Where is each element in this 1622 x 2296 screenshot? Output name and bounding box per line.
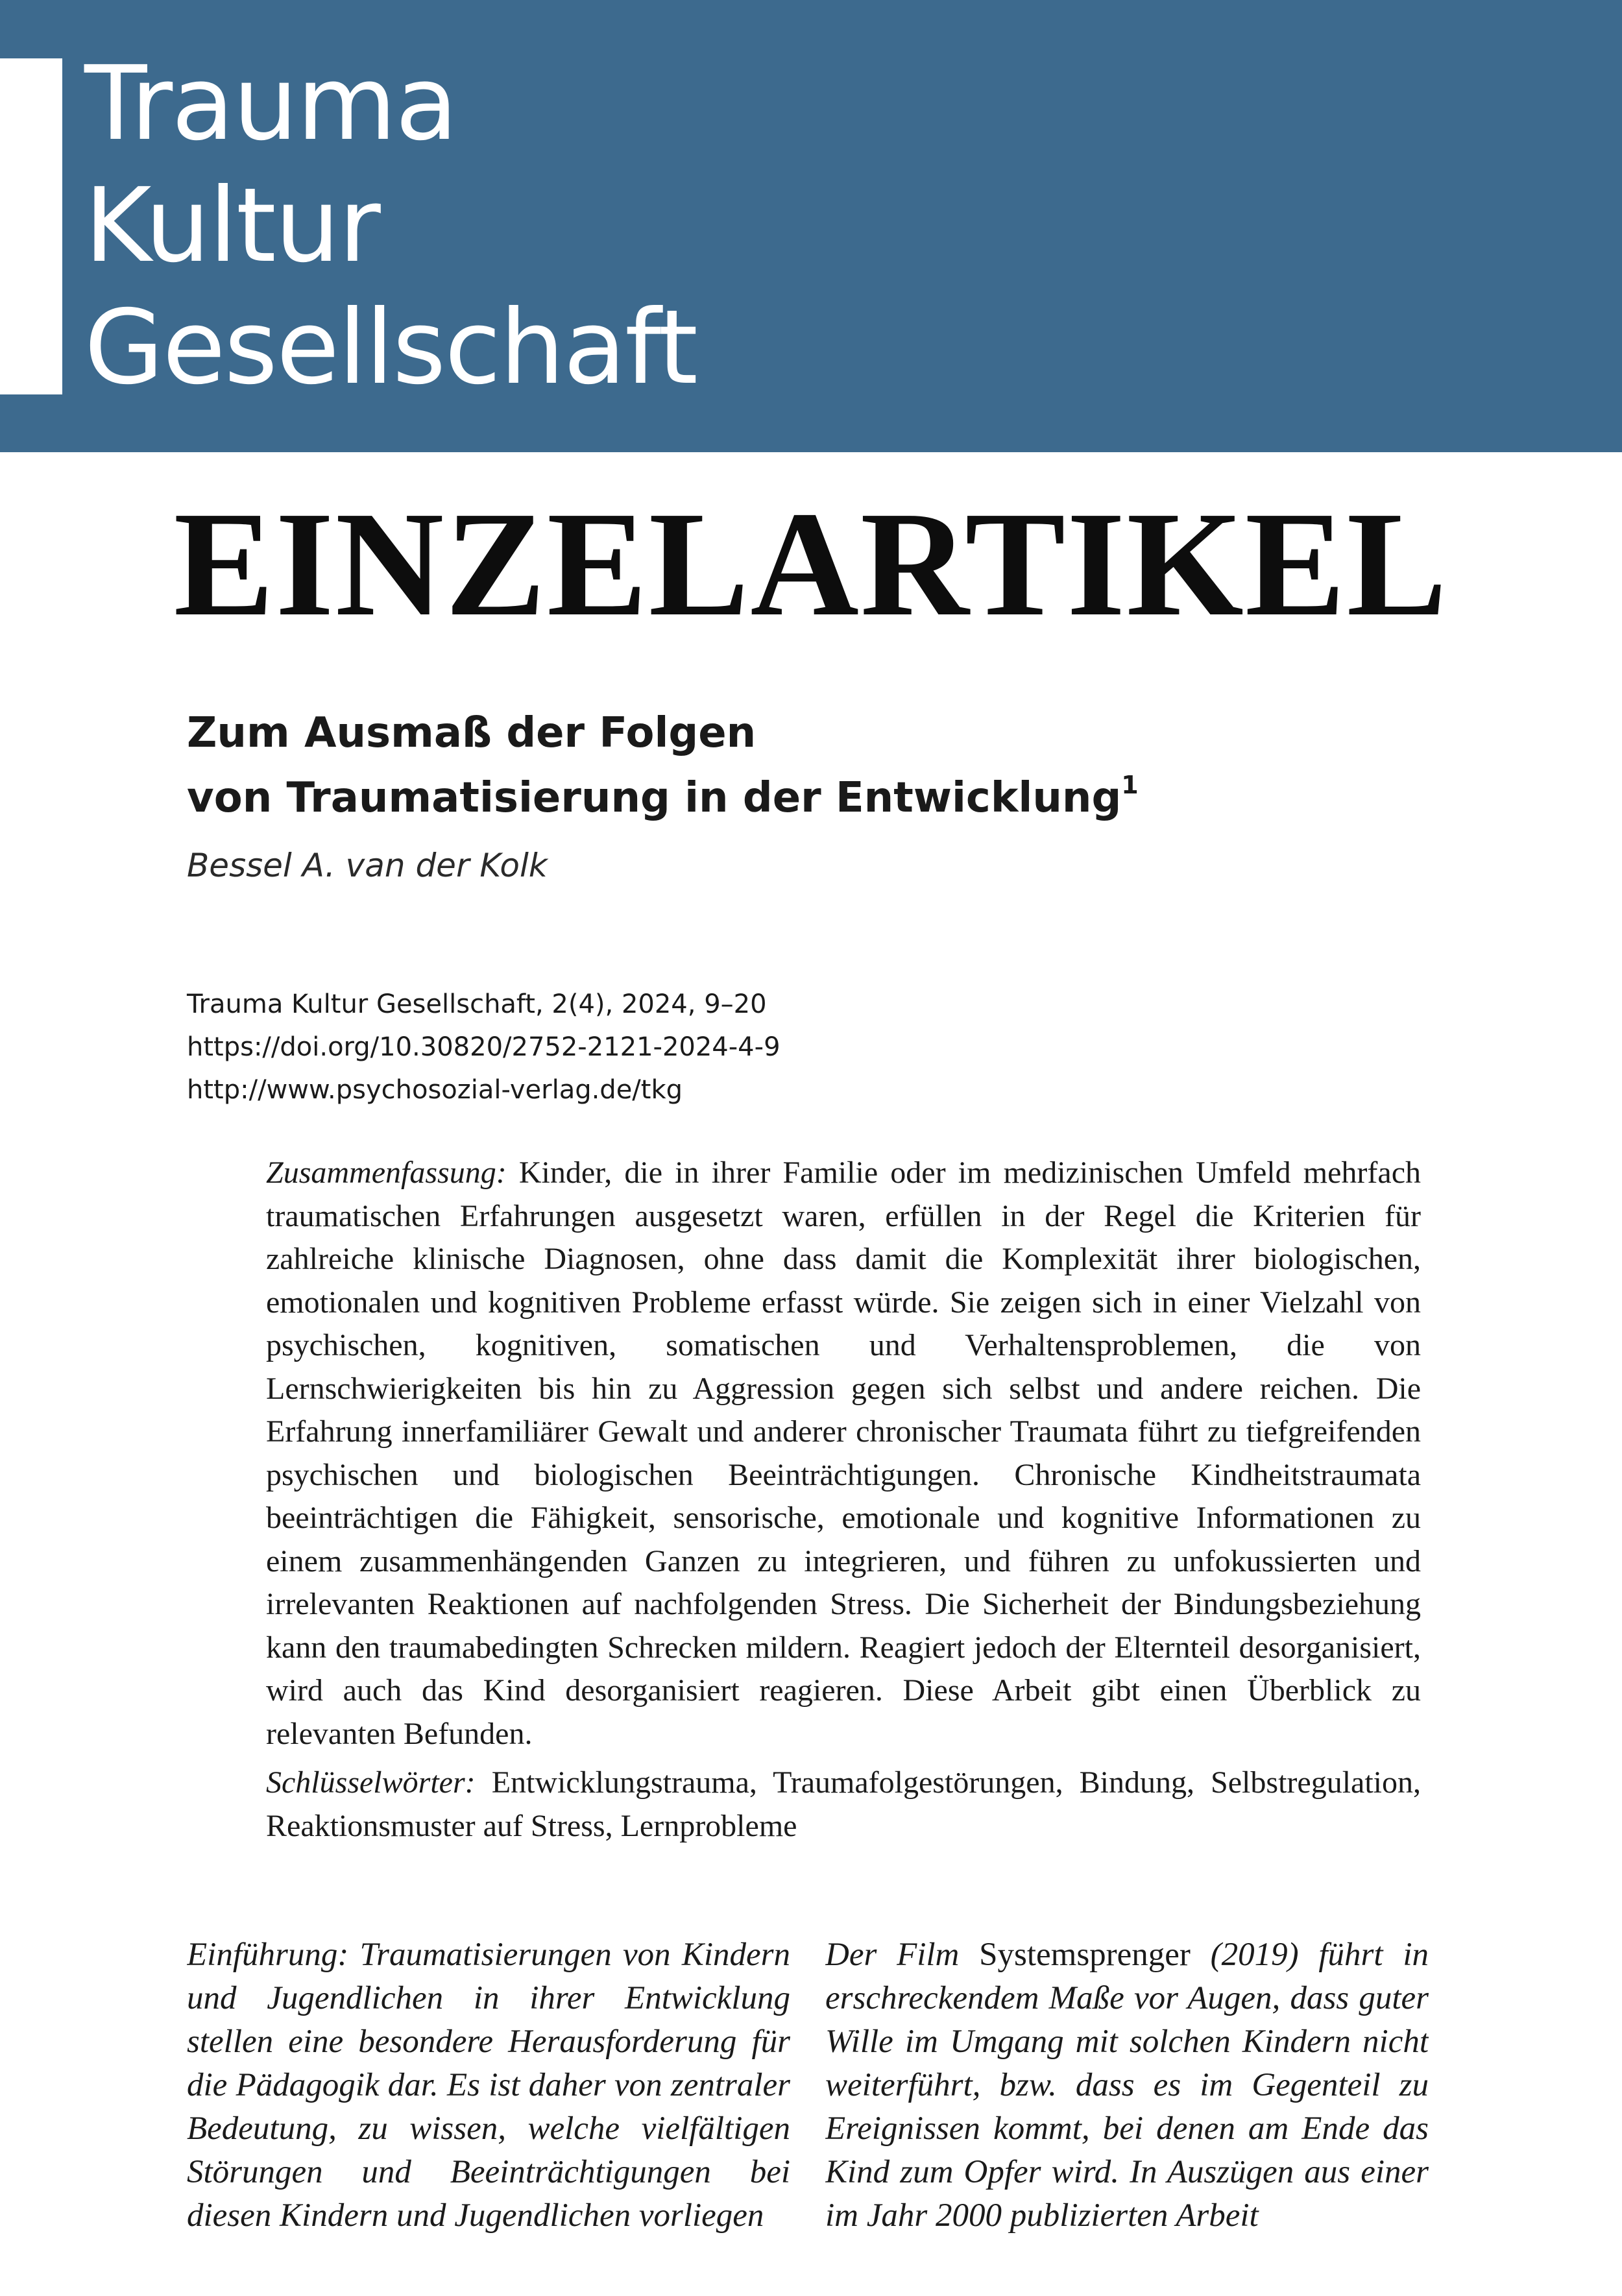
publisher-link[interactable]: http://www.psychosozial-verlag.de/tkg [187,1075,683,1105]
footnote-mark: 1 [1121,771,1139,799]
journal-title-line-1: Trauma [84,44,457,163]
article-title [187,701,1139,830]
body-right-post: (2019) führt in erschreckendem Maße vor Augen, dass guter Wille im Umgang mit solchen Kindern nicht weiterführt, bzw. dass es im Gegenteil zu Ereignissen kommt, bei denen am Ende das Kind zum Opfer wird. In Auszügen aus einer im Jahr 2000 publizierten Arbeit [825,1937,1429,2234]
journal-title-line-2: Kultur [84,166,380,285]
journal-title [84,43,697,409]
article-title-line-1: Zum Ausmaß der Folgen [187,709,757,757]
article-author: Bessel A. van der Kolk [187,847,548,884]
abstract-label: Zusammenfassung: [266,1155,507,1190]
journal-title-line-3: Gesellschaft [84,288,697,407]
article-title-line-2-text: von Traumatisierung in der Entwicklung [187,774,1122,822]
abstract [266,1152,1421,1756]
banner-accent-bar [0,58,62,394]
document-type-label: EINZELARTIKEL [173,481,1449,647]
article-title-line-2 [187,766,1139,830]
film-title: Systemsprenger [979,1937,1191,1973]
journal-banner [0,0,1622,452]
abstract-text: Kinder, die in ihrer Familie oder im medizinischen Umfeld mehrfach traumatischen Erfahrungen ausgesetzt waren, erfüllen in der Regel die Kriterien für zahlreiche klinische Diagnosen, ohne dass damit die Komplexität ihrer biologischen, emotionalen und kognitiven Probleme erfasst würde. Sie zeigen sich in einer Vielzahl von psychischen, kognitiven, somatischen und Verhaltensproblemen, die von Lernschwierigkeiten bis hin zu Aggression gegen sich selbst und andere reichen. Die Erfahrung innerfamiliärer Gewalt und anderer chronischer Traumata führt zu tiefgreifenden psychischen und biologischen Beeinträchtigungen. Chronische Kindheitstraumata beeinträchtigen die Fähigkeit, sensorische, emotionale und kognitive Informationen zu einem zusammenhängenden Ganzen zu integrieren, und führen zu unfokussierten und irrelevanten Reaktionen auf nachfolgenden Stress. Die Sicherheit der Bindungsbeziehung kann den traumabedingten Schrecken mildern. Reagiert jedoch der Elternteil desorganisiert, wird auch das Kind desorganisiert reagieren. Diese Arbeit gibt einen Überblick zu relevanten Befunden. [266,1155,1421,1751]
body-right-pre: Der Film [825,1937,960,1973]
article-meta [187,983,781,1111]
body-column-left: Einführung: Traumatisierungen von Kindern und Jugendlichen in ihrer Entwicklung stellen eine besondere Herausforderung für die Pädagogik dar. Es ist daher von zentraler Bedeutung, zu wissen, welche vielfältigen Störungen und Beeinträchtigungen bei diesen Kindern und Jugendlichen vorliegen [187,1937,790,2234]
keywords [266,1761,1421,1848]
body-column-right [825,1933,1429,2238]
doi-link[interactable]: https://doi.org/10.30820/2752-2121-2024-4-9 [187,1032,781,1062]
keywords-label: Schlüsselwörter: [266,1765,476,1800]
keywords-text: Entwicklungstrauma, Traumafolgestörungen, Bindung, Selbstregulation, Reaktionsmuster auf Stress, Lernprobleme [266,1765,1421,1843]
citation: Trauma Kultur Gesellschaft, 2(4), 2024, 9–20 [187,989,767,1019]
